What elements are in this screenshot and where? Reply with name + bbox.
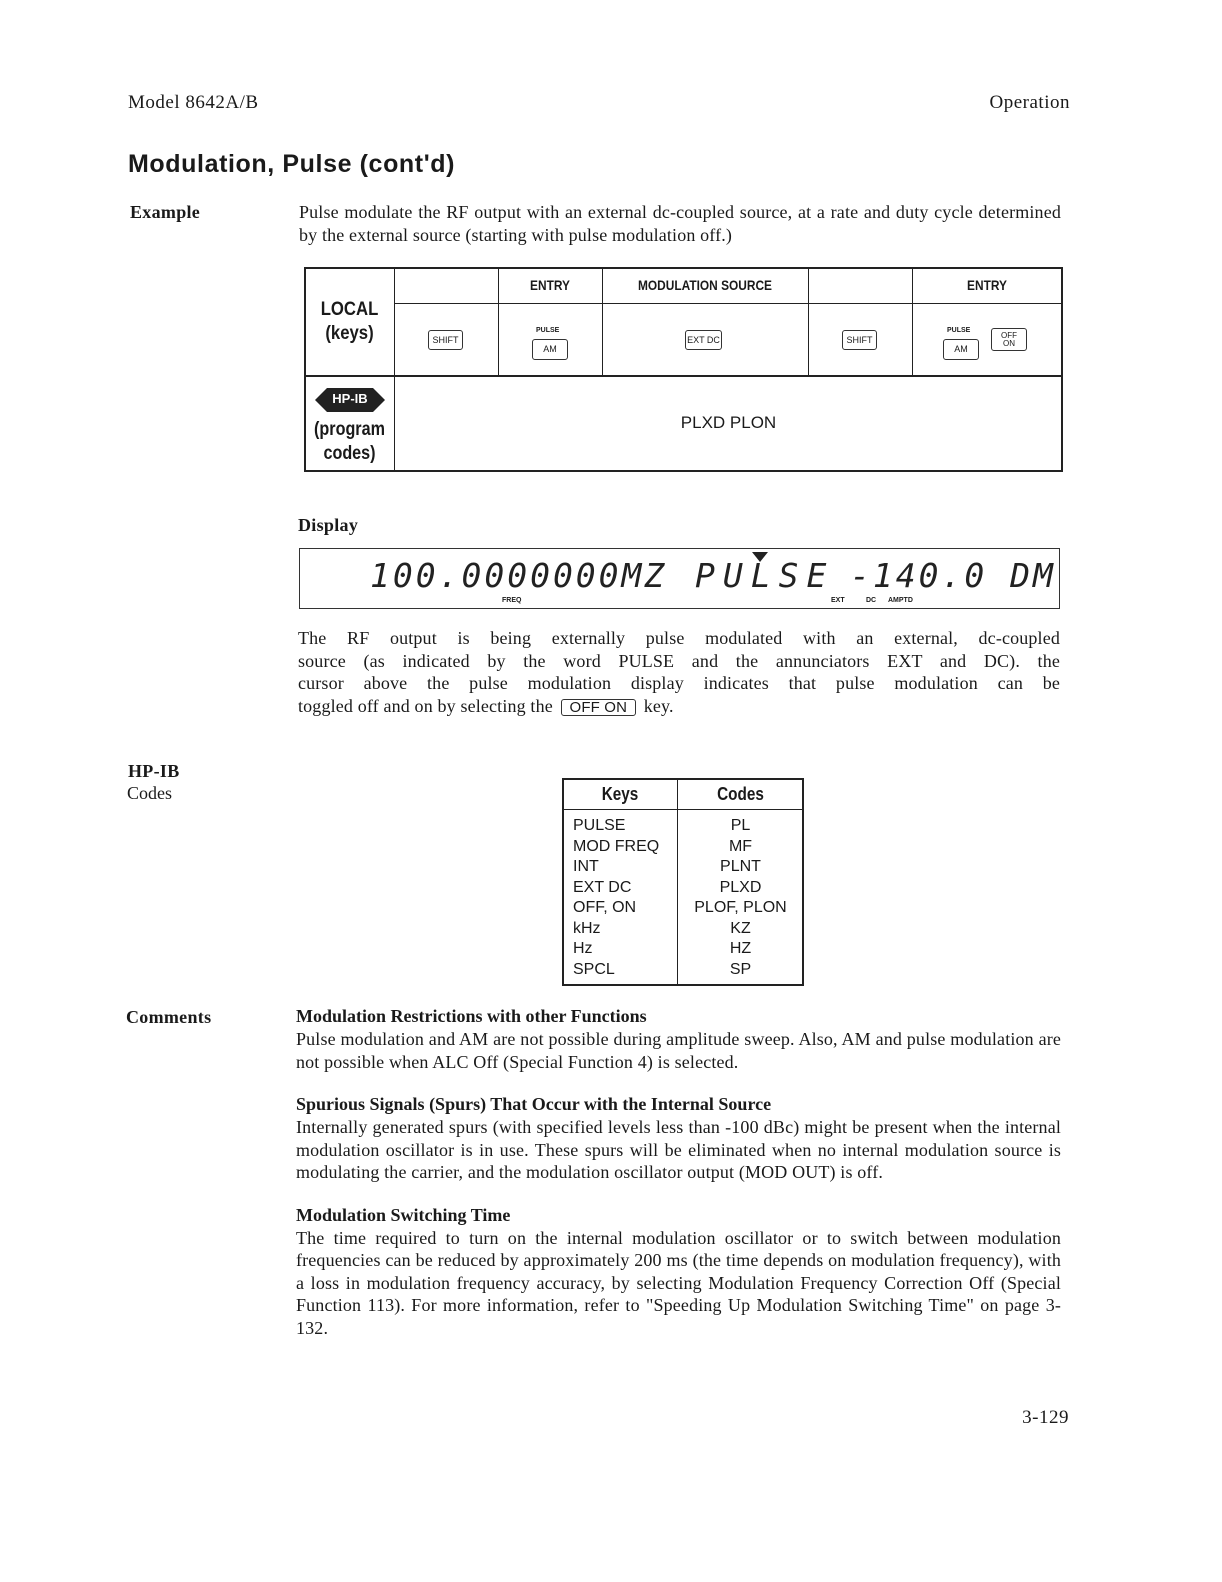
program-label: (program bbox=[314, 419, 385, 440]
off-key-label: OFF bbox=[1001, 330, 1017, 340]
example-text: Pulse modulate the RF output with an external dc-coupled source, at a rate and duty cycle determined by the external source (starting with pulse modulation off.) bbox=[299, 202, 1061, 245]
table-divider bbox=[563, 809, 803, 810]
table-divider bbox=[305, 375, 1062, 377]
display-line: The RF output is being externally pulse modulated with an external, dc-coupled bbox=[298, 628, 1060, 648]
shift-key-2[interactable]: SHIFT bbox=[842, 330, 877, 350]
keystroke-table-frame bbox=[304, 267, 1063, 472]
frequency-readout: 100.0000000MZ bbox=[370, 556, 668, 595]
am-key[interactable]: AM bbox=[532, 339, 568, 360]
comment-heading: Modulation Restrictions with other Functions bbox=[296, 1006, 647, 1026]
table-divider bbox=[602, 268, 603, 376]
hpib-label: HP-IB bbox=[128, 761, 180, 781]
codes-header-codes: Codes bbox=[717, 784, 764, 804]
local-label: LOCAL bbox=[320, 299, 379, 320]
display-line: source (as indicated by the word PULSE and the annunciators EXT and DC). the bbox=[298, 650, 1060, 671]
table-divider bbox=[395, 303, 1062, 304]
codes-code-cell: PLNT bbox=[720, 858, 761, 875]
display-label: Display bbox=[298, 515, 359, 535]
table-divider bbox=[394, 268, 395, 471]
table-divider bbox=[498, 268, 499, 376]
amplitude-readout: -140.0 DM bbox=[850, 556, 1056, 595]
shift-key[interactable]: SHIFT bbox=[428, 330, 463, 350]
header-modulation-source: MODULATION SOURCE bbox=[638, 277, 772, 293]
codes-code-cell: PLOF, PLON bbox=[694, 899, 787, 916]
annunciator-amptd: AMPTD bbox=[888, 597, 913, 604]
codes-code-cell: PL bbox=[730, 817, 751, 834]
on-key-label: ON bbox=[1003, 338, 1015, 348]
display-description bbox=[298, 627, 1060, 717]
pulse-key-label-2: PULSE bbox=[947, 327, 971, 334]
codes-key-cell: SPCL bbox=[573, 960, 615, 978]
comment-text: Internally generated spurs (with specified levels less than -100 dBc) might be present when the internal modulation oscillator is in use. These spurs will be eliminated when no internal modulation source is modulating the carrier, and the modulation oscillator output (MOD OUT) is off. bbox=[296, 1117, 1061, 1182]
table-divider bbox=[912, 268, 913, 376]
codes-key-cell: EXT DC bbox=[573, 878, 632, 896]
codes-label-side: Codes bbox=[127, 783, 172, 803]
comment-heading: Modulation Switching Time bbox=[296, 1204, 511, 1225]
program-codes: PLXD PLON bbox=[680, 413, 777, 432]
annunciator-freq: FREQ bbox=[502, 597, 522, 604]
page-number: 3-129 bbox=[1022, 1407, 1069, 1428]
codes-code-cell: SP bbox=[729, 960, 752, 978]
comment-heading: Spurious Signals (Spurs) That Occur with the Internal Source bbox=[296, 1094, 772, 1114]
comment-text: Pulse modulation and AM are not possible during amplitude sweep. Also, AM and pulse modulation are not possible when ALC Off (Special Function 4) is selected. bbox=[296, 1029, 1061, 1072]
header-entry-1: ENTRY bbox=[530, 277, 570, 293]
annunciator-dc: DC bbox=[866, 597, 877, 604]
display-line: cursor above the pulse modulation display indicates that pulse modulation can be bbox=[298, 673, 1060, 693]
page-title: Modulation, Pulse (cont'd) bbox=[128, 150, 456, 178]
display-line: toggled off and on by selecting the bbox=[298, 695, 553, 716]
codes-code-cell: KZ bbox=[730, 919, 751, 937]
codes-header-keys: Keys bbox=[601, 784, 639, 804]
comment-text: The time required to turn on the internal modulation oscillator or to switch between modulation frequencies can be reduced by approximately 200 ms (the time depends on modulation frequency), with a loss in modulation frequency accuracy, by selecting Modulation Frequency Correction Off (Special Function 113). For more information, refer to "Speeding Up Modulation Switching Time" on page 3-132. bbox=[296, 1227, 1061, 1338]
header-entry-2: ENTRY bbox=[967, 277, 1007, 293]
codes-code-cell: PLXD bbox=[719, 878, 762, 896]
codes-key-cell: Hz bbox=[573, 940, 593, 957]
header-section: Operation bbox=[989, 92, 1070, 113]
codes-label: codes) bbox=[323, 443, 376, 464]
codes-key-cell: MOD FREQ bbox=[573, 837, 660, 855]
codes-column bbox=[678, 816, 803, 980]
annunciator-ext: EXT bbox=[831, 597, 845, 604]
codes-key-cell: OFF, ON bbox=[573, 899, 637, 916]
header-model: Model 8642A/B bbox=[128, 92, 259, 113]
display-line: key. bbox=[643, 695, 674, 716]
codes-code-cell: HZ bbox=[729, 940, 752, 957]
comments-body bbox=[296, 1006, 1061, 1339]
ext-dc-key[interactable]: EXT DC bbox=[685, 330, 722, 350]
hpib-badge-label: HP-IB bbox=[332, 391, 368, 406]
am-key-2[interactable]: AM bbox=[943, 339, 979, 360]
table-divider bbox=[808, 268, 809, 376]
pulse-key-label: PULSE bbox=[536, 327, 560, 334]
codes-code-cell: MF bbox=[728, 837, 753, 855]
comments-label: Comments bbox=[126, 1007, 212, 1027]
keys-label: (keys) bbox=[325, 323, 374, 344]
example-label: Example bbox=[130, 202, 201, 222]
keys-column bbox=[573, 816, 659, 980]
modulation-readout: PULSE bbox=[695, 556, 835, 595]
off-on-inline-key: OFF ON bbox=[561, 699, 637, 716]
codes-key-cell: kHz bbox=[573, 919, 601, 937]
off-on-key[interactable] bbox=[991, 328, 1027, 351]
codes-key-cell: INT bbox=[573, 858, 599, 875]
codes-key-cell: PULSE bbox=[573, 817, 626, 834]
